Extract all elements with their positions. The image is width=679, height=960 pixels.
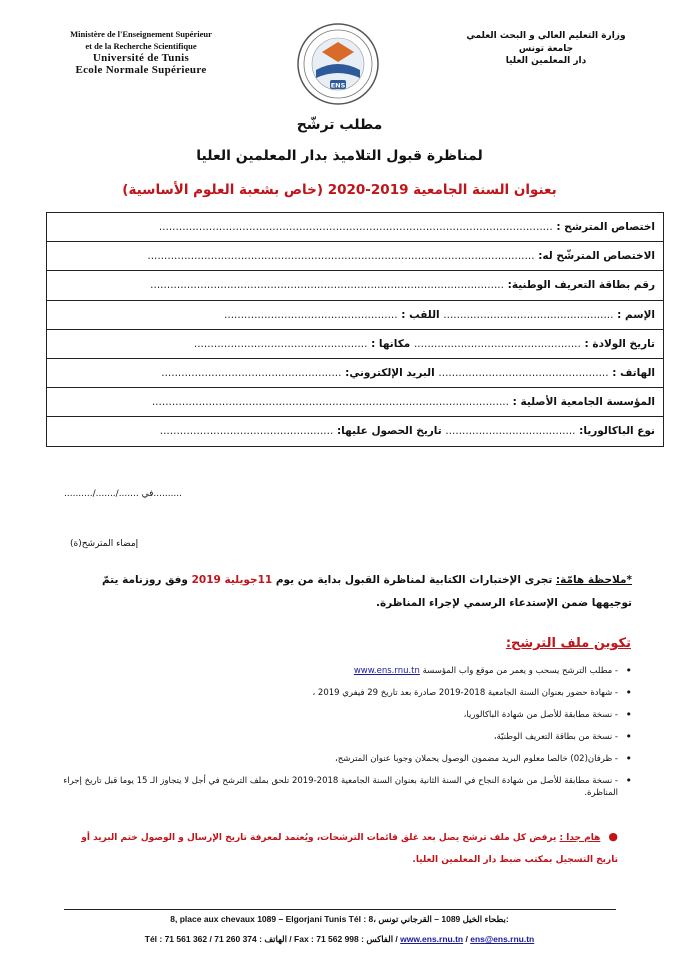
- warning-text: يرفض كل ملف ترشح يصل بعد غلق قائمات الترشحات، ويُعتمد لمعرفة تاريخ الإرسال و الوصول ختم البريد أو تاريخ التسجيل بمكتب ضبط دار المعلمين العليا.: [81, 833, 618, 865]
- field-fill-line[interactable]: ....................................................: [224, 308, 398, 321]
- list-item: • - نسخة مطابقة للأصل من شهادة النجاح في السنة الثانية بعنوان السنة الجامعية 2018-2019 تلحق بملف الترشح في أجل لا يتجاوز الـ 15 يوما قبل تاريخ إجراء المناظرة.: [48, 775, 634, 799]
- footer-divider: [64, 909, 616, 910]
- red-bullet-icon: ●: [608, 830, 618, 843]
- university-line-ar: جامعة تونس: [518, 43, 574, 54]
- institution-header-fr: [36, 28, 246, 76]
- school-line: Ecole Normale Supérieure: [75, 64, 207, 76]
- warning-note: [58, 826, 618, 871]
- ministry-line: Ministère de l'Enseignement Supérieur: [70, 29, 212, 39]
- field-label: رقم بطاقة التعريف الوطنية:: [507, 279, 655, 292]
- required-documents-list: [48, 665, 634, 809]
- field-label: اختصاص المترشح :: [556, 221, 655, 234]
- academic-year-title: بعنوان السنة الجامعية 2019-2020 (خاص بشعبة العلوم الأساسية): [122, 182, 557, 198]
- form-row[interactable]: [47, 213, 664, 242]
- section-title: تكوين ملف الترشح:: [505, 636, 631, 651]
- field-fill-line[interactable]: ......................................................: [161, 367, 342, 380]
- logo-text: ENS: [330, 81, 346, 90]
- exam-date: 11جويلية 2019: [191, 574, 273, 586]
- field-fill-line[interactable]: ....................................................: [159, 425, 334, 438]
- school-line-ar: دار المعلمين العليا: [505, 56, 587, 66]
- form-row[interactable]: [47, 300, 664, 329]
- field-label: الهاتف :: [612, 367, 655, 380]
- field-fill-line[interactable]: ...........................................................................................................: [151, 396, 509, 409]
- field-fill-line[interactable]: .......................................: [445, 425, 576, 438]
- field-fill-line[interactable]: ....................................................................................................................: [147, 250, 535, 263]
- form-row[interactable]: [47, 388, 664, 417]
- institution-header-ar: [461, 30, 631, 68]
- field-label: نوع الباكالوريا:: [579, 425, 655, 438]
- field-fill-line[interactable]: ......................................................................................................................: [158, 221, 553, 234]
- list-item: • - مطلب الترشح يسحب و يعمر من موقع واب المؤسسة www.ens.rnu.tn: [48, 665, 634, 677]
- form-row[interactable]: [47, 271, 664, 300]
- form-row[interactable]: [47, 358, 664, 387]
- field-fill-line[interactable]: ..........................................................................................................: [150, 279, 504, 292]
- field-label: تاريخ الحصول عليها:: [336, 425, 442, 438]
- ens-logo: [296, 22, 380, 106]
- footer-website-link[interactable]: www.ens.rnu.tn: [400, 934, 464, 944]
- list-item: • - نسخة مطابقة للأصل من شهادة الباكالوريا،: [48, 709, 634, 721]
- place-date-field[interactable]: ..........في ......./......./..........: [64, 489, 182, 499]
- footer-phone-fax: Tél : 71 561 362 / 71 260 374 : الهاتف / Fax : 71 562 998 : الفاكس /: [144, 934, 401, 944]
- field-label: تاريخ الولادة :: [584, 337, 655, 350]
- footer-email-link[interactable]: ens@ens.rnu.tn: [470, 934, 535, 944]
- form-row[interactable]: [47, 329, 664, 358]
- ens-logo-emblem-icon: [296, 22, 380, 106]
- field-fill-line[interactable]: ...................................................: [443, 308, 614, 321]
- important-note: [62, 569, 632, 615]
- note-text-a: تجرى الإختبارات الكتابية لمناظرة القبول بداية من يوم: [272, 574, 556, 586]
- field-label: مكانها :: [371, 337, 411, 350]
- field-label: البريد الإلكتروني:: [345, 367, 435, 380]
- field-label: الإسم :: [617, 308, 655, 321]
- form-row[interactable]: [47, 242, 664, 271]
- footer-address: 8, place aux chevaux 1089 – Elgorjani Tunis Tél : 8، بطحاء الخيل 1089 – القرجاني تونس:: [170, 914, 509, 924]
- ministry-line-ar: وزارة التعليم العالي و البحث العلمي: [466, 31, 626, 41]
- university-line: Université de Tunis: [92, 52, 190, 64]
- form-title: مطلب ترشّح: [296, 117, 383, 133]
- form-row[interactable]: [47, 417, 664, 446]
- field-fill-line[interactable]: ....................................................: [193, 337, 368, 350]
- website-link[interactable]: www.ens.rnu.tn: [353, 666, 420, 676]
- field-fill-line[interactable]: ..................................................: [413, 337, 581, 350]
- field-label: المؤسسة الجامعية الأصلية :: [512, 396, 655, 409]
- list-item: • - شهادة حضور بعنوان السنة الجامعية 2018-2019 صادرة بعد تاريخ 29 فيفري 2019 ،: [48, 687, 634, 699]
- list-item: • - ظرفان(02) خالصا معلوم البريد مضمون الوصول يحملان وجوبا عنوان المترشح،: [48, 753, 634, 765]
- research-line: et de la Recherche Scientifique: [85, 41, 197, 51]
- warning-label: هام جدا :: [559, 833, 601, 843]
- note-text-b: وفق روزنامة يتمّ توجيهها ضمن الإستدعاء الرسمي لإجراء المناظرة.: [101, 574, 632, 609]
- field-label: الاختصاص المترشّح له:: [538, 250, 655, 263]
- footer-contacts: Tél : 71 561 362 / 71 260 374 : الهاتف / Fax : 71 562 998 : الفاكس / www.ens.rnu.tn / ens@ens.rnu.tn: [144, 934, 535, 944]
- note-label: *ملاحظة هامّة:: [555, 574, 632, 586]
- list-item: • - نسخة من بطاقة التعريف الوطنيّة،: [48, 731, 634, 743]
- candidate-signature-label: إمضاء المترشح(ة): [70, 539, 139, 549]
- field-label: اللقب :: [401, 308, 440, 321]
- application-form-table: [46, 212, 664, 447]
- form-subtitle: لمناظرة قبول التلاميذ بدار المعلمين العليا: [196, 148, 483, 164]
- field-fill-line[interactable]: ...................................................: [438, 367, 609, 380]
